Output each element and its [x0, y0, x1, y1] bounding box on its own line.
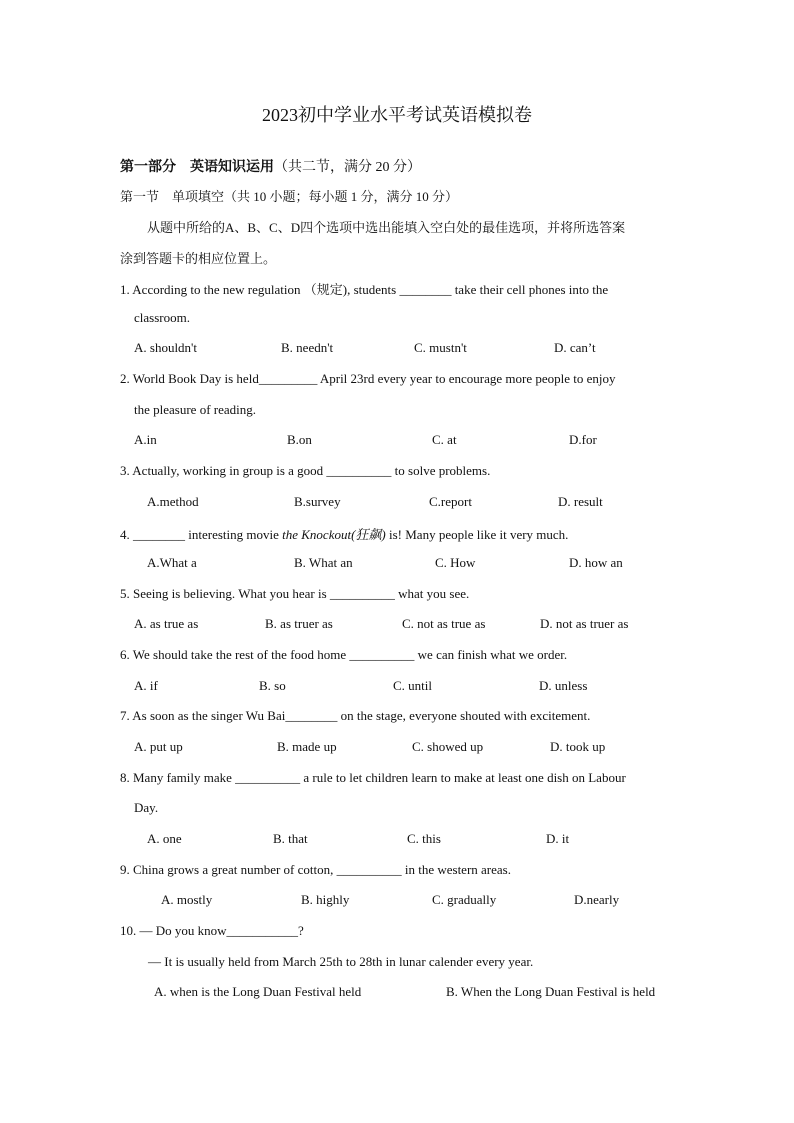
q10-option-b: B. When the Long Duan Festival is held: [446, 984, 656, 999]
q5-option-b: B. as truer as: [265, 616, 333, 631]
question-10-dialogue-reply: — It is usually held from March 25th to 28th in lunar calender every year.: [148, 954, 534, 969]
q8-option-b: B. that: [273, 831, 308, 846]
q4-option-a: A.What a: [147, 555, 197, 570]
question-10-stem: 10. — Do you know___________?: [120, 923, 304, 938]
q5-option-c: C. not as true as: [402, 616, 486, 631]
q2-option-d: D.for: [569, 432, 597, 447]
q1-option-d: D. can’t: [554, 340, 596, 355]
q8-option-d: D. it: [546, 831, 570, 846]
question-4-text-pre: 4. ________ interesting movie: [120, 527, 283, 542]
question-8-stem: 8. Many family make __________ a rule to let children learn to make at least one dish on Labour: [120, 770, 626, 785]
instructions-line-1: 从题中所给的A、B、C、D四个选项中选出能填入空白处的最佳选项，并将所选答案: [147, 220, 626, 235]
question-2-stem-cont: the pleasure of reading.: [134, 402, 257, 417]
q2-option-b: B.on: [287, 432, 312, 447]
q3-option-b: B.survey: [294, 494, 341, 509]
q9-option-d: D.nearly: [574, 892, 620, 907]
question-8-stem-cont: Day.: [134, 800, 159, 815]
q2-option-c: C. at: [432, 432, 457, 447]
question-4-stem: [120, 524, 568, 543]
q9-option-b: B. highly: [301, 892, 350, 907]
q7-option-c: C. showed up: [412, 739, 484, 754]
q1-option-b: B. needn't: [281, 340, 334, 355]
q3-option-a: A.method: [147, 494, 199, 509]
question-3-stem: 3. Actually, working in group is a good __________ to solve problems.: [120, 463, 491, 478]
question-9-stem: 9. China grows a great number of cotton, __________ in the western areas.: [120, 862, 511, 877]
part-heading: [120, 156, 421, 176]
question-4-movie-title: the Knockout(狂飙): [282, 527, 386, 542]
section-heading: 第一节 单项填空（共 10 小题；每小题 1 分，满分 10 分）: [120, 189, 459, 204]
question-6-stem: 6. We should take the rest of the food home __________ we can finish what we order.: [120, 647, 568, 662]
q6-option-a: A. if: [134, 678, 158, 693]
question-1-text: 1. According to the new regulation （规定), students ________ take their cell phones into the: [120, 282, 609, 297]
q7-option-b: B. made up: [277, 739, 337, 754]
q7-option-a: A. put up: [134, 739, 183, 754]
q6-option-b: B. so: [259, 678, 286, 693]
q3-option-c: C.report: [429, 494, 472, 509]
question-2-stem: 2. World Book Day is held_________ April 23rd every year to encourage more people to enjoy: [120, 371, 616, 386]
question-7-stem: 7. As soon as the singer Wu Bai________ on the stage, everyone shouted with excitement.: [120, 708, 591, 723]
q8-option-a: A. one: [147, 831, 182, 846]
question-1-stem-cont: classroom.: [134, 310, 190, 325]
q1-option-c: C. mustn't: [414, 340, 467, 355]
q3-option-d: D. result: [558, 494, 603, 509]
q1-option-a: A. shouldn't: [134, 340, 198, 355]
q9-option-c: C. gradually: [432, 892, 497, 907]
q4-option-c: C. How: [435, 555, 476, 570]
q5-option-a: A. as true as: [134, 616, 199, 631]
q4-option-d: D. how an: [569, 555, 623, 570]
q10-option-a: A. when is the Long Duan Festival held: [154, 984, 362, 999]
question-4-text-post: is! Many people like it very much.: [385, 527, 569, 542]
q6-option-c: C. until: [393, 678, 433, 693]
part-name: 英语知识运用: [190, 160, 274, 175]
q6-option-d: D. unless: [539, 678, 588, 693]
q4-option-b: B. What an: [294, 555, 353, 570]
q5-option-d: D. not as truer as: [540, 616, 629, 631]
part-label: 第一部分: [120, 160, 176, 175]
q8-option-c: C. this: [407, 831, 441, 846]
part-detail: （共二节，满分 20 分）: [274, 160, 421, 175]
question-1-stem: [120, 279, 674, 298]
page-title: 2023初中学业水平考试英语模拟卷: [262, 105, 532, 125]
q2-option-a: A.in: [134, 432, 157, 447]
instructions-line-2: 涂到答题卡的相应位置上。: [120, 251, 277, 266]
q9-option-a: A. mostly: [161, 892, 213, 907]
q7-option-d: D. took up: [550, 739, 606, 754]
question-5-stem: 5. Seeing is believing. What you hear is __________ what you see.: [120, 586, 470, 601]
